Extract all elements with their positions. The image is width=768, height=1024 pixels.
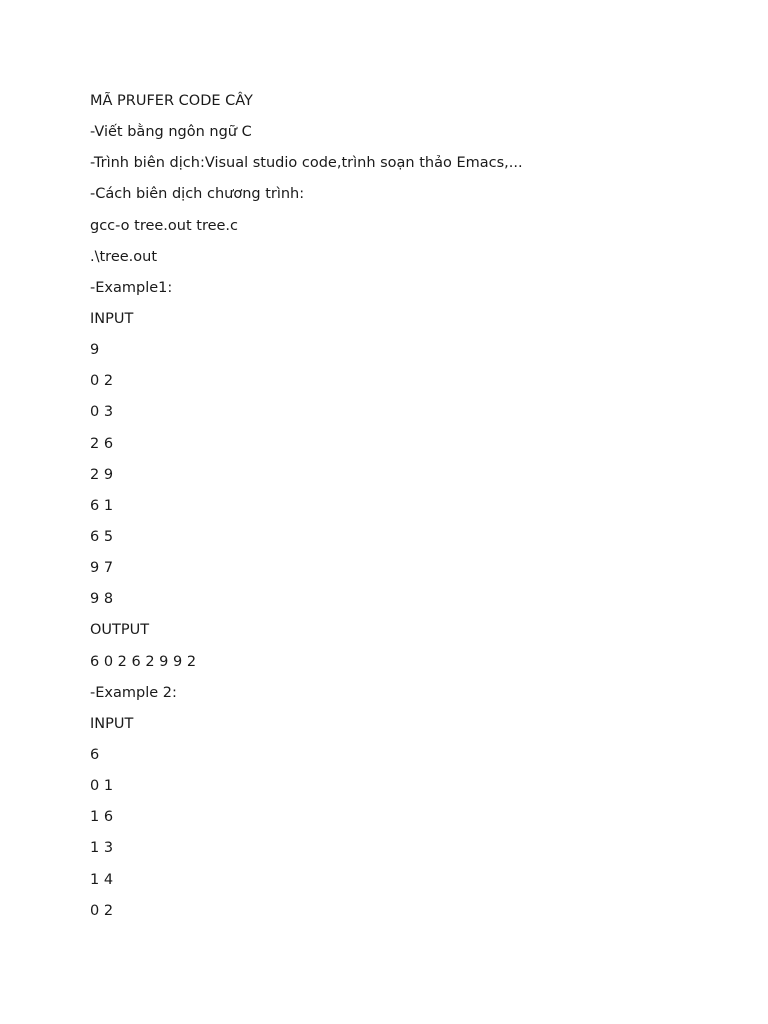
text-line: -Cách biên dịch chương trình: bbox=[90, 186, 305, 203]
text-line: 9 7 bbox=[90, 560, 114, 577]
text-line: 6 1 bbox=[90, 497, 114, 514]
example-heading: -Example1: bbox=[90, 279, 173, 296]
text-line: 6 5 bbox=[90, 528, 114, 545]
command-line: .\tree.out bbox=[90, 248, 158, 265]
command-line: gcc-o tree.out tree.c bbox=[90, 217, 239, 234]
text-line: 0 2 bbox=[90, 902, 114, 919]
document-title: MÃ PRUFER CODE CÂY bbox=[90, 93, 253, 109]
text-line: 9 8 bbox=[90, 591, 114, 608]
text-line: 1 6 bbox=[90, 809, 114, 826]
text-line: 1 3 bbox=[90, 840, 114, 857]
text-line: 0 2 bbox=[90, 373, 114, 390]
input-label: INPUT bbox=[90, 715, 134, 732]
text-line: 2 9 bbox=[90, 466, 114, 483]
text-line: 0 1 bbox=[90, 778, 114, 795]
document-body bbox=[90, 89, 730, 930]
text-line: 9 bbox=[90, 342, 100, 359]
text-line: -Trình biên dịch:Visual studio code,trình soạn thảo Emacs,... bbox=[90, 155, 523, 172]
text-line: 6 bbox=[90, 746, 100, 763]
text-line: 2 6 bbox=[90, 435, 114, 452]
text-line: -Viết bằng ngôn ngữ C bbox=[90, 124, 252, 141]
text-line: 0 3 bbox=[90, 404, 114, 421]
text-line: 6 0 2 6 2 9 9 2 bbox=[90, 653, 197, 670]
text-line: 1 4 bbox=[90, 871, 114, 888]
example-heading: -Example 2: bbox=[90, 684, 177, 701]
output-label: OUTPUT bbox=[90, 622, 150, 639]
input-label: INPUT bbox=[90, 310, 134, 327]
